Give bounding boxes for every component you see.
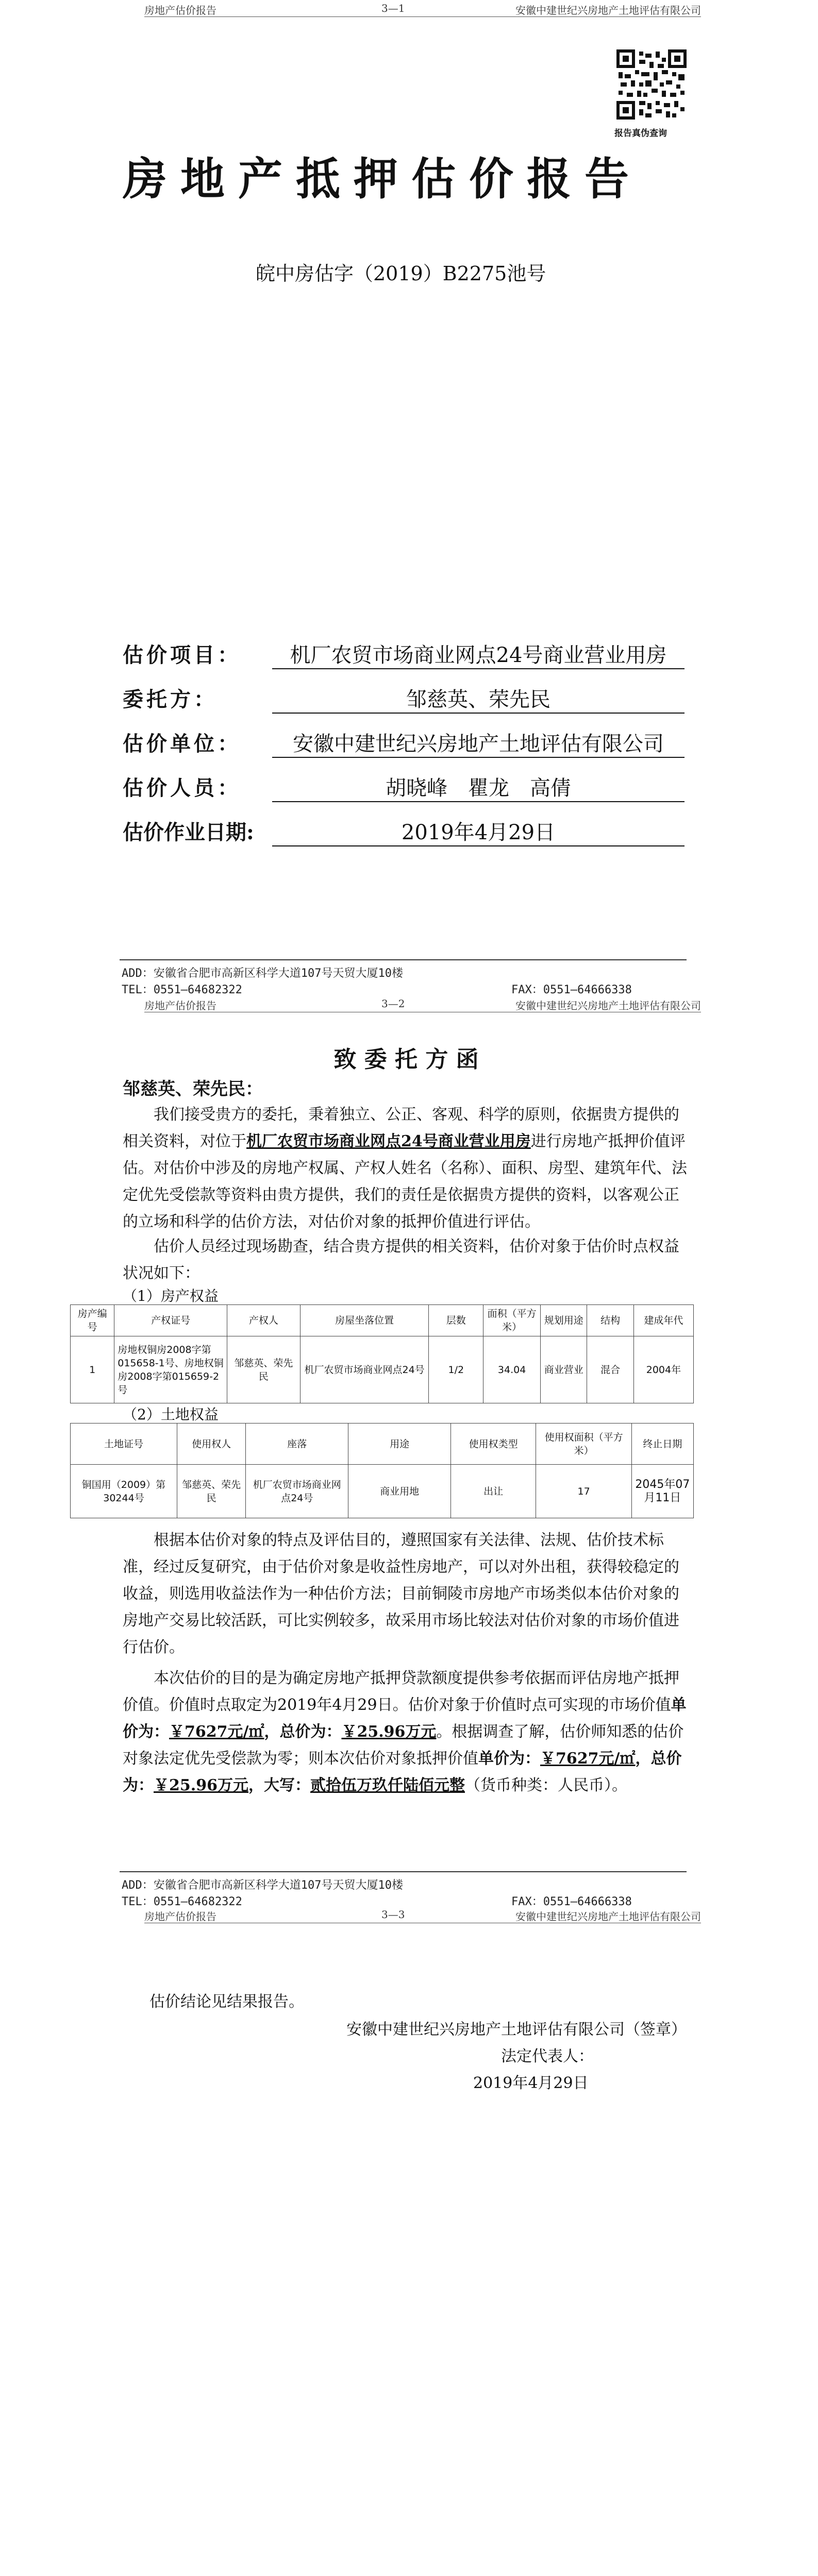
header-page-number: 3—1	[381, 2, 405, 14]
letter-addressee: 邹慈英、荣先民：	[123, 1079, 263, 1099]
letter-paragraph-2: 估价人员经过现场勘查，结合贵方提供的相关资料，估价对象于估价时点权益状况如下：	[123, 1238, 679, 1282]
table-header-cell: 使用权类型	[450, 1423, 536, 1465]
unit-price-value: ￥7627元/㎡	[169, 1723, 264, 1741]
letter-paragraph-1	[123, 1101, 690, 1235]
header-left: 房地产估价报告	[144, 4, 216, 16]
table-cell: 17	[536, 1465, 631, 1518]
letter-title: 致 委 托 方 函	[333, 1046, 479, 1073]
field-label: 估价人员：	[123, 776, 241, 800]
table-header-row	[71, 1423, 694, 1465]
table-cell: 商业营业	[541, 1336, 587, 1403]
field-label: 估价项目：	[123, 643, 241, 667]
table-cell: 商业用地	[348, 1465, 451, 1518]
table-header-cell: 建成年代	[633, 1305, 693, 1336]
field-value: 2019年4月29日	[272, 816, 685, 846]
total-value: ￥25.96万元	[154, 1776, 248, 1794]
total-label: ，总价为：	[264, 1723, 342, 1741]
header-right: 安徽中建世纪兴房地产土地评估有限公司	[515, 1910, 701, 1923]
footer-tel: TEL：0551—64682322	[122, 984, 242, 996]
page-header	[144, 0, 701, 17]
table-header-cell: 层数	[429, 1305, 483, 1336]
total-label: ，总价为：	[123, 1750, 682, 1794]
table-header-cell: 房屋坐落位置	[300, 1305, 429, 1336]
letter-paragraph-3: 根据本估价对象的特点及评估目的，遵照国家有关法律、法规、估价技术标准，经过反复研究，由于估价对象是收益性房地产，可以对外出租，获得较稳定的收益，则选用收益法作为一种估价方法；目前铜陵市房地产市场类似本估价对象的房地产交易比较活跃，可比实例较多，故采用市场比较法对估价对象的市场价值进行估价。	[123, 1531, 679, 1656]
footer-fax: FAX：0551—64666338	[511, 984, 632, 996]
field-value: 邹慈英、荣先民	[272, 683, 685, 714]
chinese-amount-label: ，大写：	[248, 1776, 310, 1794]
report-number: 皖中房估字（2019）B2275池号	[256, 262, 546, 285]
header-right: 安徽中建世纪兴房地产土地评估有限公司	[515, 4, 701, 16]
table-cell: 邹慈英、荣先民	[177, 1465, 245, 1518]
paragraph-text: 进行房地产抵押价值评估。对估价中涉及的房地产权属、产权人姓名（名称）、面积、房型、建筑年代、法定优先受偿款等资料由贵方提供，我们的责任是依据贵方提供的资料，以客观公正的立场和科学的估价方法，对估价对象的抵押价值进行评估。	[123, 1132, 687, 1231]
property-name: 机厂农贸市场商业网点24号商业营业用房	[246, 1132, 531, 1150]
land-rights-table	[70, 1423, 694, 1518]
table-cell: 出让	[450, 1465, 536, 1518]
field-value: 胡晓峰 瞿龙 高倩	[272, 772, 685, 802]
table-header-cell: 用途	[348, 1423, 451, 1465]
unit-price-label: 单价为：	[478, 1750, 540, 1768]
table-cell: 机厂农贸市场商业网点24号	[246, 1465, 348, 1518]
page-header	[144, 1906, 701, 1923]
footer-tel: TEL：0551—64682322	[122, 1895, 242, 1908]
unit-price-value: ￥7627元/㎡	[540, 1750, 636, 1768]
paragraph-text: 本次估价的目的是为确定房地产抵押贷款额度提供参考依据而评估房地产抵押价值。价值时点取定为2019年4月29日。估价对象于价值时点可实现的市场价值	[123, 1669, 679, 1714]
field-label: 估价作业日期:	[123, 820, 254, 844]
qr-code[interactable]	[616, 49, 687, 120]
table-header-cell: 座落	[246, 1423, 348, 1465]
total-value: ￥25.96万元	[341, 1723, 437, 1741]
letter-paragraph-4	[123, 1665, 690, 1799]
table-header-cell: 使用权人	[177, 1423, 245, 1465]
field-value: 安徽中建世纪兴房地产土地评估有限公司	[272, 727, 685, 758]
house-rights-table	[70, 1304, 694, 1403]
section-land-rights: （2）土地权益	[123, 1406, 219, 1423]
table-header-cell: 土地证号	[71, 1423, 177, 1465]
report-title: 房地产抵押估价报告	[123, 154, 642, 205]
header-page-number: 3—3	[381, 1908, 405, 1921]
table-header-cell: 终止日期	[631, 1423, 693, 1465]
table-header-row	[71, 1305, 694, 1336]
legal-representative: 法定代表人：	[501, 2047, 594, 2065]
header-left: 房地产估价报告	[144, 999, 216, 1012]
field-label: 估价单位：	[123, 732, 241, 756]
table-cell: 邹慈英、荣先民	[227, 1336, 301, 1403]
table-header-cell: 面积（平方米）	[483, 1305, 541, 1336]
table-cell: 1/2	[429, 1336, 483, 1403]
paragraph-text: 。根据调查了解，估价师知悉的估价对象法定优先受偿款为零；则本次估价对象抵押价值	[123, 1723, 684, 1768]
table-header-cell: 结构	[587, 1305, 633, 1336]
unit-price-label: 单价为：	[123, 1696, 687, 1741]
conclusion-text: 估价结论见结果报告。	[149, 1993, 304, 2011]
table-header-cell: 房产编号	[71, 1305, 114, 1336]
section-house-rights: （1）房产权益	[123, 1287, 219, 1304]
table-cell: 混合	[587, 1336, 633, 1403]
table-cell: 2045年07月11日	[631, 1465, 693, 1518]
header-page-number: 3—2	[381, 997, 405, 1010]
table-header-cell: 产权证号	[114, 1305, 227, 1336]
table-cell: 34.04	[483, 1336, 541, 1403]
table-cell: 铜国用（2009）第30244号	[71, 1465, 177, 1518]
footer-address: ADD：安徽省合肥市高新区科学大道107号天贸大厦10楼	[122, 967, 403, 980]
table-cell: 2004年	[633, 1336, 693, 1403]
table-row	[71, 1336, 694, 1403]
footer-address: ADD：安徽省合肥市高新区科学大道107号天贸大厦10楼	[122, 1879, 403, 1892]
header-left: 房地产估价报告	[144, 1910, 216, 1923]
footer-fax: FAX：0551—64666338	[511, 1895, 632, 1908]
field-value: 机厂农贸市场商业网点24号商业营业用房	[272, 639, 685, 669]
field-label: 委托方：	[123, 687, 218, 711]
qr-caption: 报告真伪查询	[614, 128, 667, 139]
table-cell: 1	[71, 1336, 114, 1403]
table-header-cell: 产权人	[227, 1305, 301, 1336]
table-header-cell: 规划用途	[541, 1305, 587, 1336]
table-row	[71, 1465, 694, 1518]
table-cell: 房地权铜房2008字第015658-1号、房地权铜房2008字第015659-2号	[114, 1336, 227, 1403]
paragraph-text: （货币种类：人民币）。	[464, 1776, 627, 1794]
total-chinese-amount: 贰拾伍万玖仟陆佰元整	[310, 1776, 465, 1794]
table-cell: 机厂农贸市场商业网点24号	[300, 1336, 429, 1403]
header-right: 安徽中建世纪兴房地产土地评估有限公司	[515, 999, 701, 1012]
signing-date: 2019年4月29日	[473, 2074, 589, 2092]
page-header	[144, 995, 701, 1012]
paragraph-text: 我们接受贵方的委托，秉着独立、公正、客观、科学的原则，依据贵方提供的相关资料，对位于	[123, 1106, 679, 1150]
table-header-cell: 使用权面积（平方米）	[536, 1423, 631, 1465]
qr-code-image	[616, 49, 687, 120]
signing-company: 安徽中建世纪兴房地产土地评估有限公司（签章）	[346, 2021, 687, 2039]
